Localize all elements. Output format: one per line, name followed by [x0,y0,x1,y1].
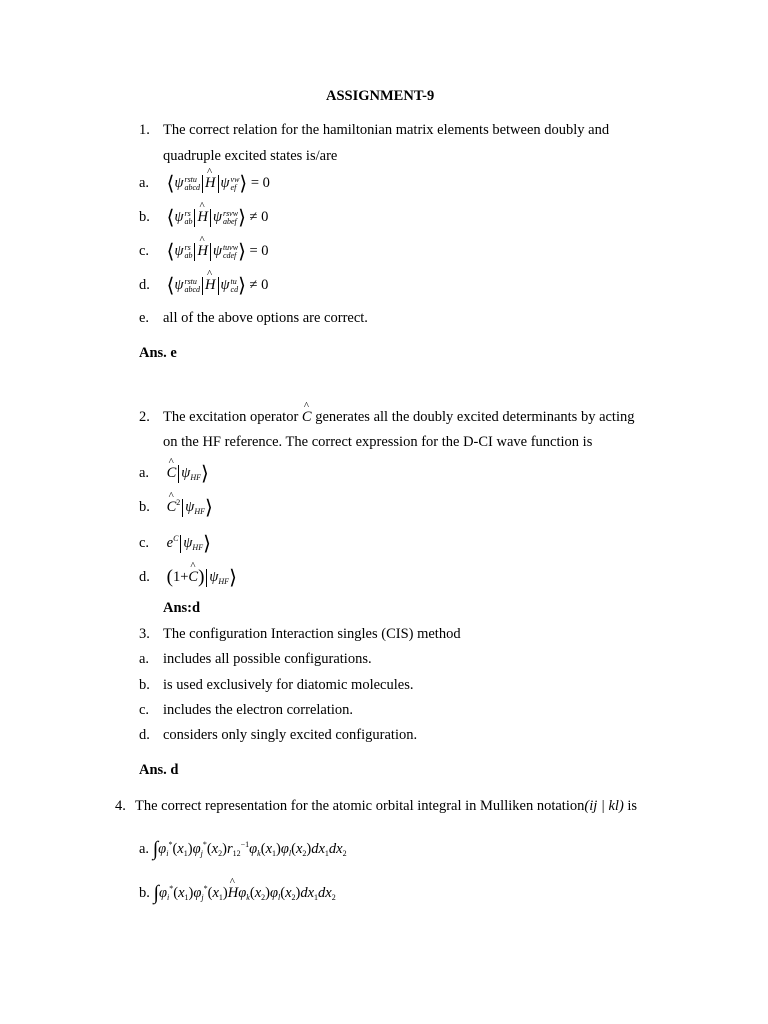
q3-option-d: d. considers only singly excited configuration. [139,727,418,743]
q4-text: The correct representation for the atomic orbital integral in Mulliken notation(ij | kl) is [135,798,638,814]
q4-option-a: a. $\int\varphi_i^*(x_1)\varphi_j^*(x_2)r_{12}^{-1}\varphi_k(x_1)\varphi_l(x_2)dx_1dx_2$ [139,838,347,860]
q1-answer: Ans. e [139,345,177,361]
option-label: d. [139,276,150,293]
option-label: c. [139,242,150,259]
q1-text-line1: The correct relation for the hamiltonian matrix elements between doubly and [163,122,610,138]
q2-option-d: d. (1+^ C) $\psi_{HF}⟩$ [139,565,237,590]
q3-number: 3. [139,626,150,642]
q4-option-b: b. $\int\varphi_i^*(x_1)\varphi_j^*(x_1)\^{}$ $H\varphi_k(x_2)\varphi_l(x_2)dx_1dx_2$ [139,882,336,905]
q3-answer: Ans. d [139,762,179,778]
q2-text-line2: on the HF reference. The correct expression for the D-CI wave function is [163,434,593,450]
q2-option-a: a. ^ C $\psi_{HF}⟩$ [139,461,209,486]
q1-number: 1. [139,122,150,138]
q1-option-b: b. ⟨ψ rs ab ^ H ψ rsvw abef ⟩ ≠ 0 [139,205,268,230]
page-title: ASSIGNMENT-9 [326,88,435,104]
q4-number: 4. [115,798,126,814]
q3-text: The configuration Interaction singles (CIS) method [163,626,461,642]
q2-number: 2. [139,409,150,425]
q2-answer: Ans:d [163,600,201,616]
option-label: a. [139,174,150,191]
q1-option-e: e. all of the above options are correct. [139,310,368,326]
q3-option-a: a. includes all possible configurations. [139,651,372,667]
q3-option-c: c. includes the electron correlation. [139,702,354,718]
q1-option-d: d. ⟨ψ rstu abcd ^ H ψ tu cd ⟩ ≠ 0 [139,273,268,298]
q2-option-c: c. $e^C$ $\psi_{HF}⟩$ [139,533,211,555]
q1-option-a: a. ⟨ψ rstu abcd ^ H ψ vw ef ⟩ = 0 [139,171,270,196]
q1-text-line2: quadruple excited states is/are [163,148,338,164]
q2-option-b: b. ^ $C^2$ $\psi_{HF}⟩$ [139,495,213,520]
option-label: b. [139,208,150,225]
q3-option-b: b. is used exclusively for diatomic molecules. [139,677,414,693]
q1-option-c: c. ⟨ψ rs ab ^ H ψ tuvw cdef ⟩ = 0 [139,239,269,264]
q2-text-line1: The excitation operator ^ C generates all the doubly excited determinants by acting [163,409,635,426]
